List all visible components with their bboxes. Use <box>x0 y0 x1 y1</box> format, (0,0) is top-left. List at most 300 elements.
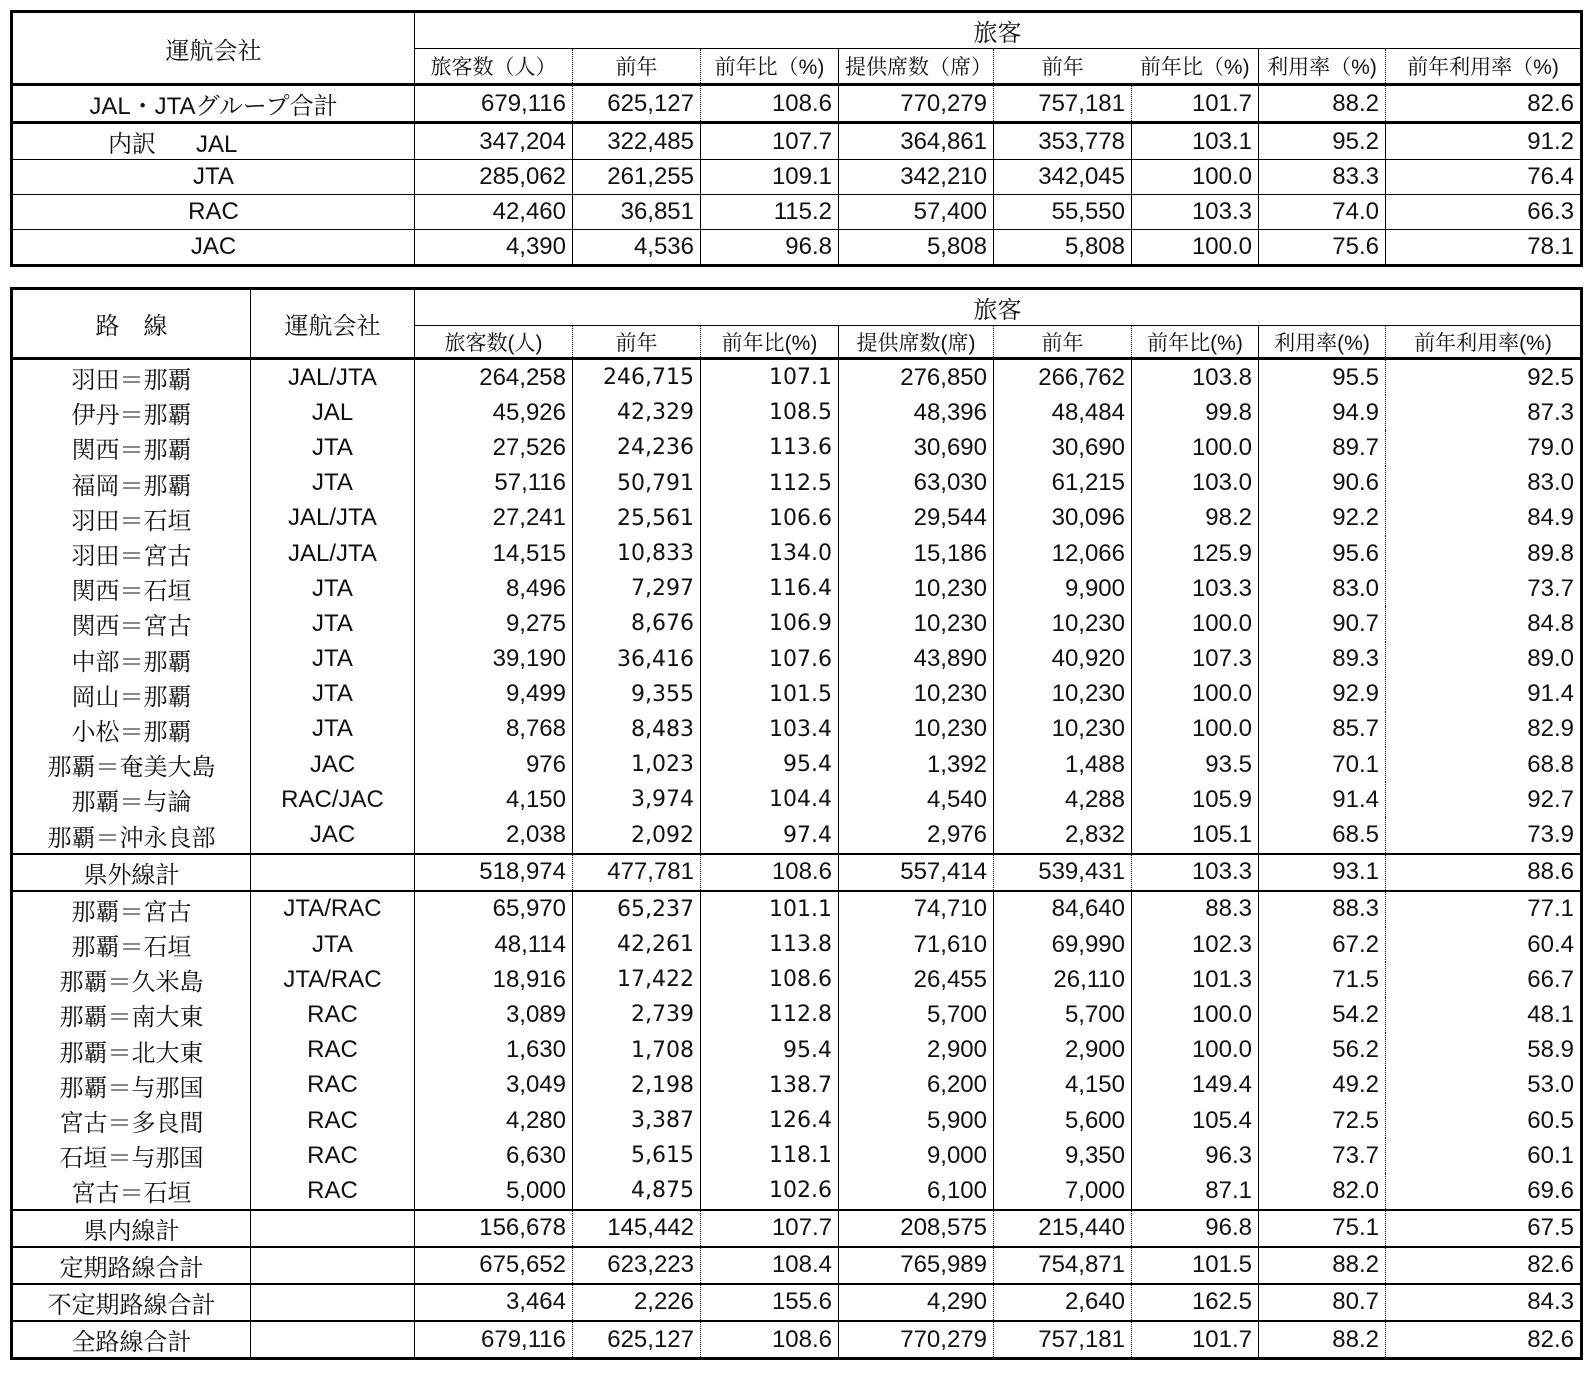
route-name: 岡山＝那覇 <box>12 677 251 712</box>
route-row <box>12 359 1582 396</box>
value-cell: 4,150 <box>415 782 573 817</box>
value-cell: 88.3 <box>1132 891 1259 927</box>
value-cell: 103.8 <box>1132 359 1259 396</box>
value-cell: 10,230 <box>839 606 994 641</box>
value-cell: 25,561 <box>573 501 701 536</box>
row-label: JAC <box>12 230 415 266</box>
value-cell: 3,089 <box>415 997 573 1032</box>
value-cell: 96.8 <box>1132 1210 1259 1247</box>
value-cell: 105.1 <box>1132 817 1259 853</box>
route-row <box>12 817 1582 853</box>
value-cell: 3,464 <box>415 1284 573 1321</box>
route-row <box>12 1138 1582 1173</box>
row-label: RAC <box>12 195 415 230</box>
route-row <box>12 927 1582 962</box>
carrier-name: RAC <box>251 1068 415 1103</box>
value-cell: 7,297 <box>573 571 701 606</box>
carrier-name: RAC/JAC <box>251 782 415 817</box>
route-name: 那覇＝北大東 <box>12 1033 251 1068</box>
value-cell: 48,484 <box>994 395 1132 430</box>
route-total-row <box>12 1321 1582 1359</box>
company-row: 内訳 JAL 347,204 322,485 107.7 364,861 353,778 103.1 95.2 91.2 <box>12 123 1582 160</box>
col-header: 利用率(%) <box>1259 326 1386 359</box>
value-cell: 162.5 <box>1132 1284 1259 1321</box>
route-row <box>12 571 1582 606</box>
value-cell: 155.6 <box>701 1284 839 1321</box>
value-cell: 65,237 <box>573 891 701 927</box>
col-header: 前年比（%) <box>701 49 839 85</box>
carrier-name: JAC <box>251 747 415 782</box>
value-cell: 1,630 <box>415 1033 573 1068</box>
value-cell: 73.7 <box>1527 574 1574 602</box>
route-name: 那覇＝南大東 <box>12 997 251 1032</box>
group-total-row: JAL・JTAグループ合計 679,116 625,127 108.6 770,279 757,181 101.7 88.2 82.6 <box>12 85 1582 123</box>
value-cell: 91.4 <box>1259 782 1386 817</box>
value-cell: 8,483 <box>573 712 701 747</box>
value-cell: 88.2 <box>1259 1247 1386 1284</box>
value-cell: 976 <box>415 747 573 782</box>
value-cell: 49.2 <box>1259 1068 1386 1103</box>
value-cell: 9,350 <box>994 1138 1132 1173</box>
route-name: 羽田＝那覇 <box>12 359 251 396</box>
route-name: 那覇＝与論 <box>12 782 251 817</box>
value-cell: 101.5 <box>1132 1247 1259 1284</box>
value-cell: 104.4 <box>701 782 839 817</box>
value-cell: 116.4 <box>701 571 839 606</box>
value-cell: 9,275 <box>415 606 573 641</box>
value-cell: 138.7 <box>701 1068 839 1103</box>
value-cell: 83.0 <box>1527 469 1574 497</box>
value-cell: 67.2 <box>1259 927 1386 962</box>
value-cell: 27,526 <box>415 430 573 465</box>
value-cell: 101.1 <box>701 891 839 927</box>
col-header: 旅客数（人） <box>415 49 573 85</box>
value-cell: 4,540 <box>839 782 994 817</box>
value-cell: 107.1 <box>701 359 839 396</box>
value-cell: 2,976 <box>839 817 994 853</box>
value-cell: 89.8 <box>1527 539 1574 567</box>
value-cell: 10,833 <box>573 536 701 571</box>
value-cell: 118.1 <box>701 1138 839 1173</box>
value-cell: 770,279 <box>839 1321 994 1359</box>
value-cell: 92.9 <box>1259 677 1386 712</box>
value-cell: 95.6 <box>1259 536 1386 571</box>
value-cell: 5,700 <box>994 997 1132 1032</box>
value-cell: 92.2 <box>1259 501 1386 536</box>
route-name: 那覇＝久米島 <box>12 962 251 997</box>
value-cell: 102.3 <box>1132 927 1259 962</box>
value-cell: 15,186 <box>839 536 994 571</box>
value-cell: 39,190 <box>415 642 573 677</box>
carrier-name <box>251 854 415 891</box>
value-cell: 83.0 <box>1259 571 1386 606</box>
carrier-name: JTA <box>251 642 415 677</box>
value-cell: 9,355 <box>573 677 701 712</box>
value-cell: 149.4 <box>1132 1068 1259 1103</box>
value-cell: 30,690 <box>839 430 994 465</box>
passenger-group-header: 旅客 <box>415 12 1582 49</box>
value-cell: 103.4 <box>701 712 839 747</box>
route-row <box>12 606 1582 641</box>
value-cell: 105.9 <box>1132 782 1259 817</box>
value-cell: 87.3 <box>1527 398 1574 426</box>
value-cell: 94.9 <box>1259 395 1386 430</box>
value-cell: 93.5 <box>1132 747 1259 782</box>
route-name: 那覇＝石垣 <box>12 927 251 962</box>
value-cell: 17,422 <box>573 962 701 997</box>
route-name: 関西＝宮古 <box>12 606 251 641</box>
value-cell: 26,110 <box>994 962 1132 997</box>
route-name: 那覇＝沖永良部 <box>12 817 251 853</box>
value-cell: 91.4 <box>1527 680 1574 708</box>
value-cell: 103.3 <box>1132 854 1259 891</box>
value-cell: 60.1 <box>1527 1141 1574 1169</box>
value-cell: 95.4 <box>701 747 839 782</box>
value-cell: 539,431 <box>994 854 1132 891</box>
value-cell: 48.1 <box>1527 1000 1574 1028</box>
value-cell: 5,700 <box>839 997 994 1032</box>
value-cell: 625,127 <box>573 1321 701 1359</box>
route-row <box>12 1103 1582 1138</box>
value-cell: 7,000 <box>994 1173 1132 1209</box>
value-cell: 679,116 <box>415 1321 573 1359</box>
company-row: RAC 42,460 36,851 115.2 57,400 55,550 103.3 74.0 66.3 <box>12 195 1582 230</box>
route-name: 宮古＝石垣 <box>12 1173 251 1209</box>
value-cell: 48,396 <box>839 395 994 430</box>
carrier-header: 運航会社 <box>251 289 415 359</box>
col-header: 提供席数(席) <box>839 326 994 359</box>
route-row <box>12 712 1582 747</box>
value-cell: 2,092 <box>573 817 701 853</box>
col-header: 前年利用率（%) <box>1386 49 1582 85</box>
value-cell: 72.5 <box>1259 1103 1386 1138</box>
carrier-name: JTA <box>251 606 415 641</box>
route-row <box>12 536 1582 571</box>
value-cell: 4,150 <box>994 1068 1132 1103</box>
value-cell: 30,690 <box>994 430 1132 465</box>
value-cell: 8,768 <box>415 712 573 747</box>
value-cell: 66.7 <box>1527 965 1574 993</box>
value-cell: 54.2 <box>1259 997 1386 1032</box>
col-header: 前年利用率(%) <box>1386 326 1582 359</box>
value-cell: 106.6 <box>701 501 839 536</box>
value-cell: 88.6 <box>1386 854 1582 891</box>
value-cell: 14,515 <box>415 536 573 571</box>
value-cell: 84.8 <box>1527 609 1574 637</box>
value-cell: 9,000 <box>839 1138 994 1173</box>
value-cell: 93.1 <box>1259 854 1386 891</box>
col-header: 前年比(%) <box>1132 326 1259 359</box>
col-header: 利用率（%) <box>1259 49 1386 85</box>
value-cell: 26,455 <box>839 962 994 997</box>
value-cell: 10,230 <box>839 571 994 606</box>
value-cell: 4,290 <box>839 1284 994 1321</box>
route-name: 中部＝那覇 <box>12 642 251 677</box>
value-cell: 208,575 <box>839 1210 994 1247</box>
value-cell: 95.5 <box>1259 359 1386 396</box>
carrier-name: JTA <box>251 430 415 465</box>
value-cell: 10,230 <box>994 606 1132 641</box>
value-cell: 42,329 <box>573 395 701 430</box>
value-cell: 42,261 <box>573 927 701 962</box>
value-cell: 2,900 <box>839 1033 994 1068</box>
value-cell: 2,640 <box>994 1284 1132 1321</box>
row-label: JTA <box>12 160 415 195</box>
carrier-name <box>251 1247 415 1284</box>
breakdown-label: 内訳 <box>108 131 156 158</box>
route-name: 那覇＝奄美大島 <box>12 747 251 782</box>
company-summary-table <box>10 10 1583 267</box>
company-header: 運航会社 <box>12 12 415 85</box>
route-total-row <box>12 1284 1582 1321</box>
value-cell: 108.4 <box>701 1247 839 1284</box>
route-name: 不定期路線合計 <box>12 1284 251 1321</box>
value-cell: 98.2 <box>1132 501 1259 536</box>
value-cell: 71.5 <box>1259 962 1386 997</box>
value-cell: 88.2 <box>1259 1321 1386 1359</box>
carrier-name: JAL/JTA <box>251 359 415 396</box>
value-cell: 6,630 <box>415 1138 573 1173</box>
value-cell: 89.3 <box>1259 642 1386 677</box>
value-cell: 8,676 <box>573 606 701 641</box>
value-cell: 105.4 <box>1132 1103 1259 1138</box>
value-cell: 50,791 <box>573 466 701 501</box>
col-header: 前年 <box>573 49 701 85</box>
value-cell: 264,258 <box>415 359 573 396</box>
value-cell: 623,223 <box>573 1247 701 1284</box>
value-cell: 4,280 <box>415 1103 573 1138</box>
route-name: 県内線計 <box>12 1210 251 1247</box>
route-name: 那覇＝与那国 <box>12 1068 251 1103</box>
value-cell: 79.0 <box>1527 433 1574 461</box>
value-cell: 107.7 <box>701 1210 839 1247</box>
value-cell: 71,610 <box>839 927 994 962</box>
company-row: JTA 285,062 261,255 109.1 342,210 342,045 100.0 83.3 76.4 <box>12 160 1582 195</box>
value-cell: 84.3 <box>1386 1284 1582 1321</box>
value-cell: 4,875 <box>573 1173 701 1209</box>
value-cell: 12,066 <box>994 536 1132 571</box>
carrier-name: JAL <box>251 395 415 430</box>
carrier-name: RAC <box>251 1173 415 1209</box>
route-row <box>12 430 1582 465</box>
value-cell: 9,900 <box>994 571 1132 606</box>
route-name: 小松＝那覇 <box>12 712 251 747</box>
carrier-name: JTA <box>251 571 415 606</box>
route-name: 県外線計 <box>12 854 251 891</box>
value-cell: 134.0 <box>701 536 839 571</box>
value-cell: 84,640 <box>994 891 1132 927</box>
route-row <box>12 1033 1582 1068</box>
value-cell: 4,288 <box>994 782 1132 817</box>
value-cell: 95.4 <box>701 1033 839 1068</box>
value-cell: 754,871 <box>994 1247 1132 1284</box>
route-name: 伊丹＝那覇 <box>12 395 251 430</box>
value-cell: 2,226 <box>573 1284 701 1321</box>
value-cell: 276,850 <box>839 359 994 396</box>
carrier-name: JTA <box>251 466 415 501</box>
value-cell: 145,442 <box>573 1210 701 1247</box>
col-header: 前年 <box>994 326 1132 359</box>
route-row <box>12 782 1582 817</box>
value-cell: 156,678 <box>415 1210 573 1247</box>
value-cell: 3,974 <box>573 782 701 817</box>
value-cell: 82.6 <box>1386 1321 1582 1359</box>
route-row <box>12 747 1582 782</box>
value-cell: 92.5 <box>1527 363 1574 391</box>
route-name: 関西＝那覇 <box>12 430 251 465</box>
value-cell: 100.0 <box>1132 677 1259 712</box>
route-name: 那覇＝宮古 <box>12 891 251 927</box>
value-cell: 8,496 <box>415 571 573 606</box>
value-cell: 6,100 <box>839 1173 994 1209</box>
carrier-name: RAC <box>251 1103 415 1138</box>
value-cell: 90.6 <box>1259 466 1386 501</box>
route-name: 宮古＝多良間 <box>12 1103 251 1138</box>
value-cell: 10,230 <box>839 677 994 712</box>
value-cell: 100.0 <box>1132 430 1259 465</box>
value-cell: 10,230 <box>839 712 994 747</box>
carrier-name: JAC <box>251 817 415 853</box>
value-cell: 75.1 <box>1259 1210 1386 1247</box>
value-cell: 40,920 <box>994 642 1132 677</box>
value-cell: 89.0 <box>1527 645 1574 673</box>
value-cell: 2,038 <box>415 817 573 853</box>
value-cell: 10,230 <box>994 677 1132 712</box>
value-cell: 58.9 <box>1527 1036 1574 1064</box>
value-cell: 100.0 <box>1132 997 1259 1032</box>
value-cell: 68.8 <box>1527 750 1574 778</box>
value-cell: 87.1 <box>1132 1173 1259 1209</box>
value-cell: 60.5 <box>1527 1106 1574 1134</box>
value-cell: 518,974 <box>415 854 573 891</box>
carrier-name: RAC <box>251 1138 415 1173</box>
value-cell: 112.5 <box>701 466 839 501</box>
route-total-row <box>12 1210 1582 1247</box>
value-cell: 675,652 <box>415 1247 573 1284</box>
value-cell: 73.9 <box>1527 821 1574 849</box>
value-cell: 112.8 <box>701 997 839 1032</box>
route-name: 石垣＝与那国 <box>12 1138 251 1173</box>
value-cell: 103.3 <box>1132 571 1259 606</box>
value-cell: 3,387 <box>573 1103 701 1138</box>
value-cell: 477,781 <box>573 854 701 891</box>
route-name: 羽田＝石垣 <box>12 501 251 536</box>
route-row <box>12 395 1582 430</box>
value-cell: 70.1 <box>1259 747 1386 782</box>
passenger-group-header: 旅客 <box>415 289 1582 326</box>
route-total-row <box>12 854 1582 891</box>
carrier-name: JTA <box>251 927 415 962</box>
value-cell: 3,049 <box>415 1068 573 1103</box>
value-cell: 113.6 <box>701 430 839 465</box>
value-cell: 557,414 <box>839 854 994 891</box>
value-cell: 69,990 <box>994 927 1132 962</box>
value-cell: 5,615 <box>573 1138 701 1173</box>
value-cell: 53.0 <box>1527 1071 1574 1099</box>
value-cell: 18,916 <box>415 962 573 997</box>
value-cell: 1,488 <box>994 747 1132 782</box>
route-name: 福岡＝那覇 <box>12 466 251 501</box>
value-cell: 68.5 <box>1259 817 1386 853</box>
carrier-name <box>251 1284 415 1321</box>
value-cell: 266,762 <box>994 359 1132 396</box>
route-name: 関西＝石垣 <box>12 571 251 606</box>
col-header: 前年比(%) <box>701 326 839 359</box>
value-cell: 69.6 <box>1527 1176 1574 1204</box>
value-cell: 85.7 <box>1259 712 1386 747</box>
value-cell: 108.6 <box>701 854 839 891</box>
value-cell: 108.6 <box>701 1321 839 1359</box>
route-name: 全路線合計 <box>12 1321 251 1359</box>
value-cell: 103.0 <box>1132 466 1259 501</box>
carrier-name: JAL/JTA <box>251 536 415 571</box>
value-cell: 106.9 <box>701 606 839 641</box>
value-cell: 82.6 <box>1386 1247 1582 1284</box>
value-cell: 5,600 <box>994 1103 1132 1138</box>
value-cell: 74,710 <box>839 891 994 927</box>
value-cell: 61,215 <box>994 466 1132 501</box>
route-row <box>12 962 1582 997</box>
value-cell: 108.5 <box>701 395 839 430</box>
value-cell: 1,023 <box>573 747 701 782</box>
route-name: 定期路線合計 <box>12 1247 251 1284</box>
route-name: 羽田＝宮古 <box>12 536 251 571</box>
carrier-name: JTA/RAC <box>251 962 415 997</box>
value-cell: 96.3 <box>1132 1138 1259 1173</box>
value-cell: 107.6 <box>701 642 839 677</box>
value-cell: 29,544 <box>839 501 994 536</box>
value-cell: 90.7 <box>1259 606 1386 641</box>
route-total-row <box>12 1247 1582 1284</box>
value-cell: 36,416 <box>573 642 701 677</box>
value-cell: 27,241 <box>415 501 573 536</box>
value-cell: 97.4 <box>701 817 839 853</box>
value-cell: 246,715 <box>573 359 701 396</box>
value-cell: 113.8 <box>701 927 839 962</box>
col-header: 旅客数(人) <box>415 326 573 359</box>
value-cell: 2,900 <box>994 1033 1132 1068</box>
value-cell: 125.9 <box>1132 536 1259 571</box>
value-cell: 5,900 <box>839 1103 994 1138</box>
value-cell: 43,890 <box>839 642 994 677</box>
value-cell: 757,181 <box>994 1321 1132 1359</box>
value-cell: 80.7 <box>1259 1284 1386 1321</box>
value-cell: 73.7 <box>1259 1138 1386 1173</box>
carrier-name: JAL/JTA <box>251 501 415 536</box>
value-cell: 215,440 <box>994 1210 1132 1247</box>
value-cell: 101.5 <box>701 677 839 712</box>
col-header: 前年 <box>994 49 1132 85</box>
route-row <box>12 501 1582 536</box>
route-row <box>12 997 1582 1032</box>
company-row: JAC 4,390 4,536 96.8 5,808 5,808 100.0 75.6 78.1 <box>12 230 1582 266</box>
value-cell: 45,926 <box>415 395 573 430</box>
carrier-name: JTA <box>251 677 415 712</box>
value-cell: 1,708 <box>573 1033 701 1068</box>
route-row <box>12 891 1582 927</box>
value-cell: 100.0 <box>1132 1033 1259 1068</box>
carrier-name <box>251 1321 415 1359</box>
value-cell: 84.9 <box>1527 504 1574 532</box>
value-cell: 765,989 <box>839 1247 994 1284</box>
value-cell: 82.0 <box>1259 1173 1386 1209</box>
value-cell: 30,096 <box>994 501 1132 536</box>
value-cell: 10,230 <box>994 712 1132 747</box>
value-cell: 6,200 <box>839 1068 994 1103</box>
value-cell: 88.3 <box>1259 891 1386 927</box>
value-cell: 100.0 <box>1132 712 1259 747</box>
value-cell: 82.9 <box>1527 715 1574 743</box>
